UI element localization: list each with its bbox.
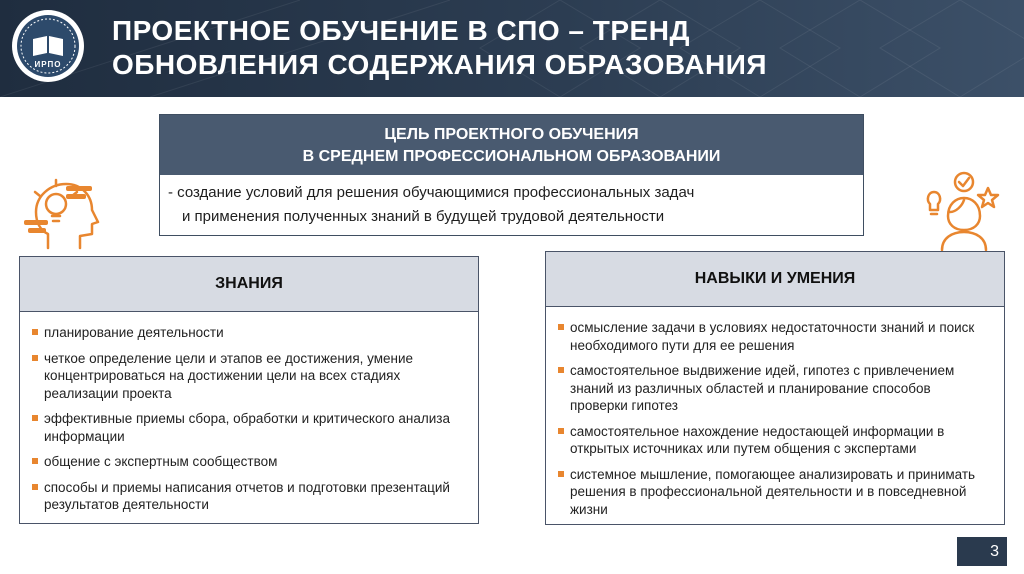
page-number: 3 [957,537,1007,566]
goal-text-line-2: и применения полученных знаний в будущей трудовой деятельности [182,208,665,225]
skills-title: НАВЫКИ И УМЕНИЯ [546,252,1004,307]
skills-panel [545,251,1005,525]
list-item: способы и приемы написания отчетов и подготовки презентаций результатов деятельности [44,479,464,514]
goal-title-line-1: ЦЕЛЬ ПРОЕКТНОГО ОБУЧЕНИЯ [384,126,639,143]
list-item: системное мышление, помогающее анализировать и принимать решения в профессиональной деятельности и в повседневной жизни [570,466,990,519]
list-item: планирование деятельности [44,324,464,342]
page-title [112,14,992,82]
knowledge-title: ЗНАНИЯ [20,257,478,312]
knowledge-panel [19,256,479,524]
irpo-logo [12,10,84,82]
list-item: осмысление задачи в условиях недостаточности знаний и поиск необходимого пути для ее решения [570,319,990,354]
skills-list [546,307,1004,518]
goal-text [160,175,863,229]
head-lightbulb-icon [18,174,108,252]
logo-text: ИРПО [34,60,62,69]
list-item: общение с экспертным сообществом [44,453,464,471]
page-title-line-1: ПРОЕКТНОЕ ОБУЧЕНИЕ В СПО – ТРЕНД [112,15,690,46]
goal-title-line-2: В СРЕДНЕМ ПРОФЕССИОНАЛЬНОМ ОБРАЗОВАНИИ [302,148,721,165]
goal-box [159,114,864,236]
list-item: четкое определение цели и этапов ее достижения, умение концентрироваться на достижении цели на всех стадиях реализации проекта [44,350,464,403]
header-banner [0,0,1024,97]
list-item: самостоятельное нахождение недостающей информации в открытых источниках или путем общения с экспертами [570,423,990,458]
list-item: эффективные приемы сбора, обработки и критического анализа информации [44,410,464,445]
list-item: самостоятельное выдвижение идей, гипотез с привлечением знаний из различных областей и планирование способов проверки гипотез [570,362,990,415]
book-logo-icon [17,15,79,77]
page-title-line-2: ОБНОВЛЕНИЯ СОДЕРЖАНИЯ ОБРАЗОВАНИЯ [112,49,767,80]
goal-title [160,115,863,175]
goal-text-line-1: - создание условий для решения обучающимися профессиональных задач [168,184,695,201]
knowledge-list [20,312,478,514]
person-ideas-icon [918,170,1006,252]
